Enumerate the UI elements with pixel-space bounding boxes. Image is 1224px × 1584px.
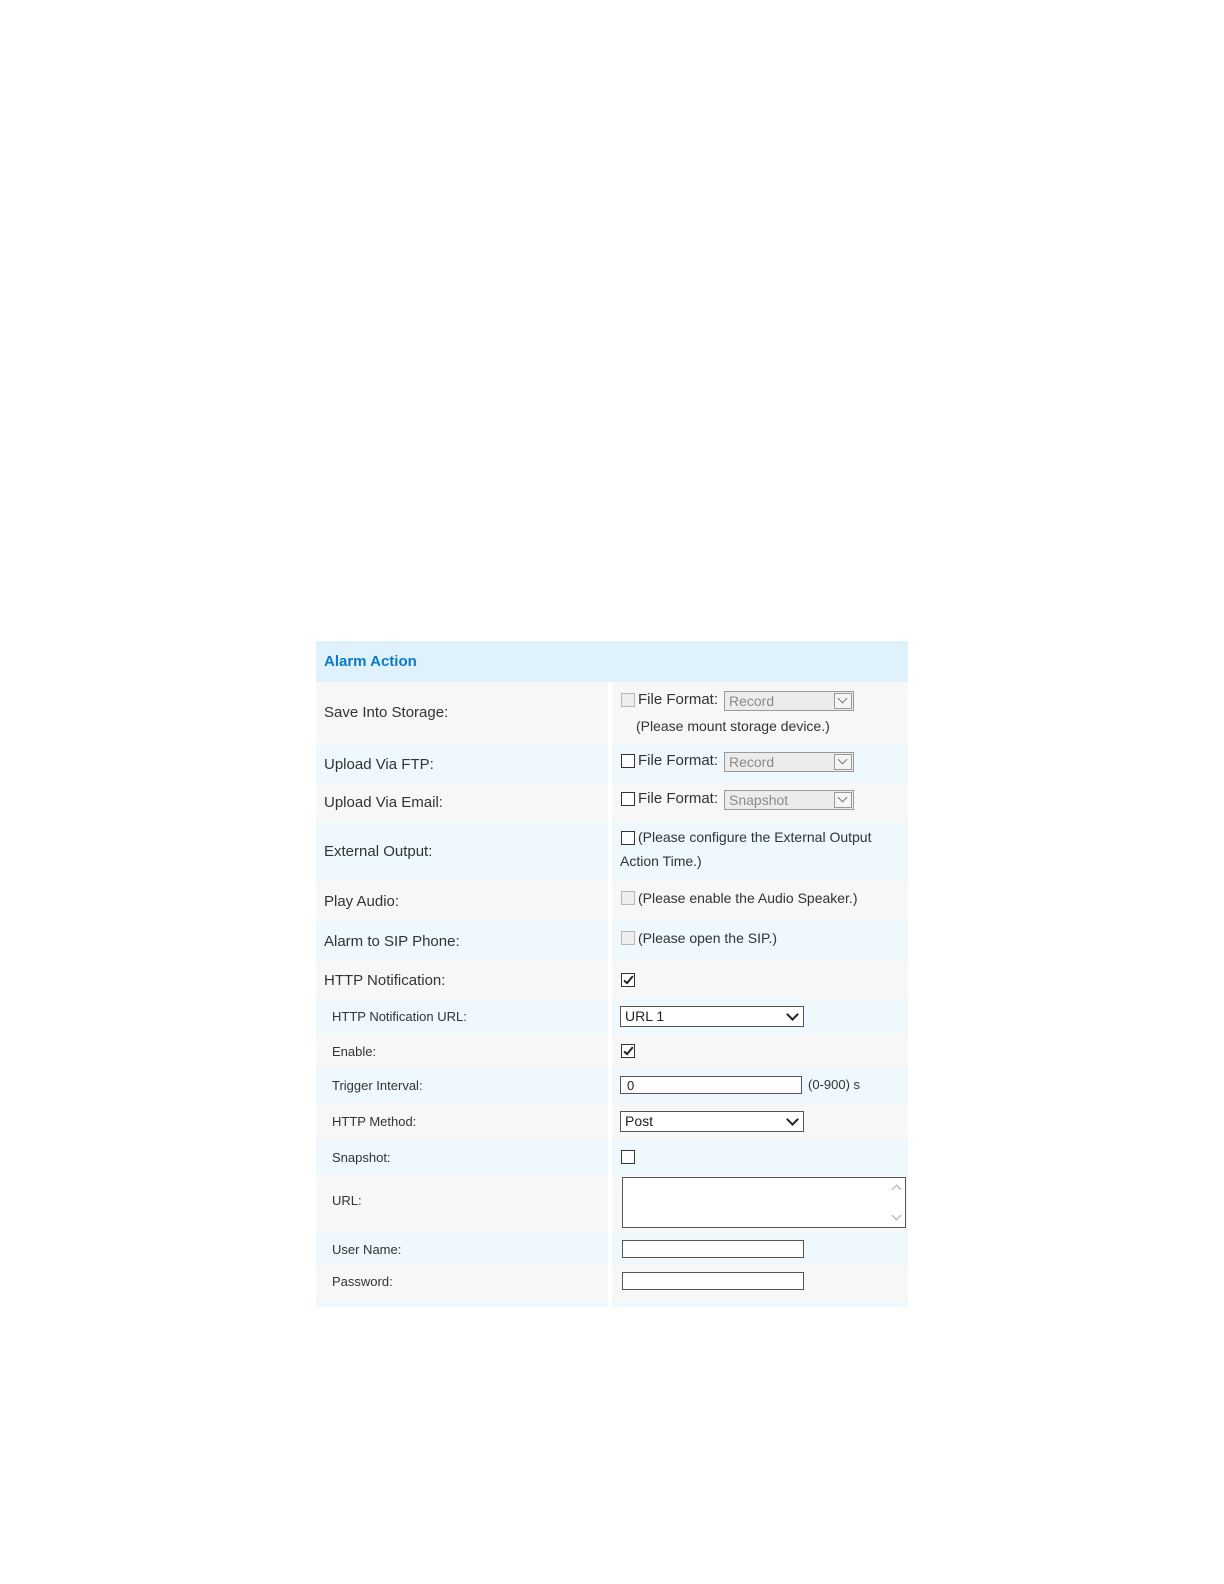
trigger-interval-input[interactable] — [620, 1076, 802, 1094]
row-http-url — [316, 999, 908, 1034]
enable-label: Enable: — [332, 1044, 377, 1059]
ftp-format-value: Record — [729, 754, 775, 770]
external-output-checkbox[interactable] — [621, 831, 635, 845]
trigger-interval-value: 0 — [627, 1078, 635, 1093]
http-url-value: URL 1 — [625, 1008, 665, 1024]
play-audio-label: Play Audio: — [324, 893, 400, 910]
url-textarea[interactable] — [622, 1177, 906, 1228]
http-url-select[interactable] — [620, 1006, 804, 1027]
trigger-interval-range: (0-900) s — [808, 1077, 861, 1092]
http-method-label: HTTP Method: — [332, 1114, 417, 1129]
row-http-method — [316, 1103, 908, 1140]
play-audio-checkbox[interactable] — [621, 891, 635, 905]
sip-note: (Please open the SIP.) — [638, 930, 778, 946]
row-email — [316, 783, 908, 822]
scroll-up-icon[interactable] — [893, 1182, 901, 1190]
external-output-note-line2: Action Time.) — [620, 853, 702, 869]
external-output-note-line1: (Please configure the External Output — [638, 829, 872, 845]
panel-header — [316, 641, 908, 682]
alarm-action-panel — [316, 641, 908, 1307]
save-storage-format-label: File Format: — [638, 691, 719, 708]
row-url — [316, 1174, 908, 1233]
save-storage-note: (Please mount storage device.) — [636, 718, 830, 734]
row-ftp — [316, 745, 908, 783]
row-http-notification — [316, 961, 908, 999]
save-storage-format-value: Record — [729, 693, 775, 709]
ftp-format-select[interactable] — [724, 752, 854, 772]
http-notification-label: HTTP Notification: — [324, 972, 446, 989]
row-sip — [316, 921, 908, 961]
trigger-interval-label: Trigger Interval: — [332, 1078, 423, 1093]
password-label: Password: — [332, 1274, 393, 1289]
http-method-select[interactable] — [620, 1111, 804, 1132]
url-label: URL: — [332, 1193, 362, 1208]
username-input[interactable] — [622, 1240, 804, 1258]
sip-label: Alarm to SIP Phone: — [324, 933, 460, 950]
email-label: Upload Via Email: — [324, 794, 443, 811]
external-output-label: External Output: — [324, 843, 433, 860]
row-trigger-interval — [316, 1068, 908, 1103]
password-input[interactable] — [622, 1272, 804, 1290]
row-snapshot — [316, 1140, 908, 1174]
email-format-value: Snapshot — [729, 792, 789, 808]
snapshot-checkbox[interactable] — [621, 1150, 635, 1164]
save-storage-format-select[interactable] — [724, 691, 854, 711]
http-notification-checkbox[interactable] — [621, 973, 635, 987]
row-password — [316, 1265, 908, 1301]
row-save-storage — [316, 682, 908, 745]
panel-bottom-strip — [316, 1301, 908, 1307]
email-format-select[interactable] — [724, 790, 854, 810]
username-label: User Name: — [332, 1242, 402, 1257]
panel-title: Alarm Action — [324, 653, 417, 670]
enable-checkbox[interactable] — [621, 1044, 635, 1058]
scroll-down-icon[interactable] — [893, 1214, 901, 1222]
ftp-checkbox[interactable] — [621, 754, 635, 768]
http-url-label: HTTP Notification URL: — [332, 1009, 467, 1024]
sip-checkbox[interactable] — [621, 931, 635, 945]
row-enable — [316, 1034, 908, 1068]
chevron-down-icon — [834, 754, 852, 770]
play-audio-note: (Please enable the Audio Speaker.) — [638, 890, 858, 906]
row-play-audio — [316, 881, 908, 921]
email-format-label: File Format: — [638, 790, 719, 807]
chevron-down-icon — [834, 693, 852, 709]
chevron-down-icon — [834, 792, 852, 808]
ftp-label: Upload Via FTP: — [324, 756, 434, 773]
http-method-value: Post — [625, 1113, 654, 1129]
save-storage-checkbox[interactable] — [621, 693, 635, 707]
email-checkbox[interactable] — [621, 792, 635, 806]
row-username — [316, 1233, 908, 1265]
ftp-format-label: File Format: — [638, 752, 719, 769]
save-storage-label: Save Into Storage: — [324, 704, 449, 721]
snapshot-label: Snapshot: — [332, 1150, 391, 1165]
row-external-output — [316, 822, 908, 881]
